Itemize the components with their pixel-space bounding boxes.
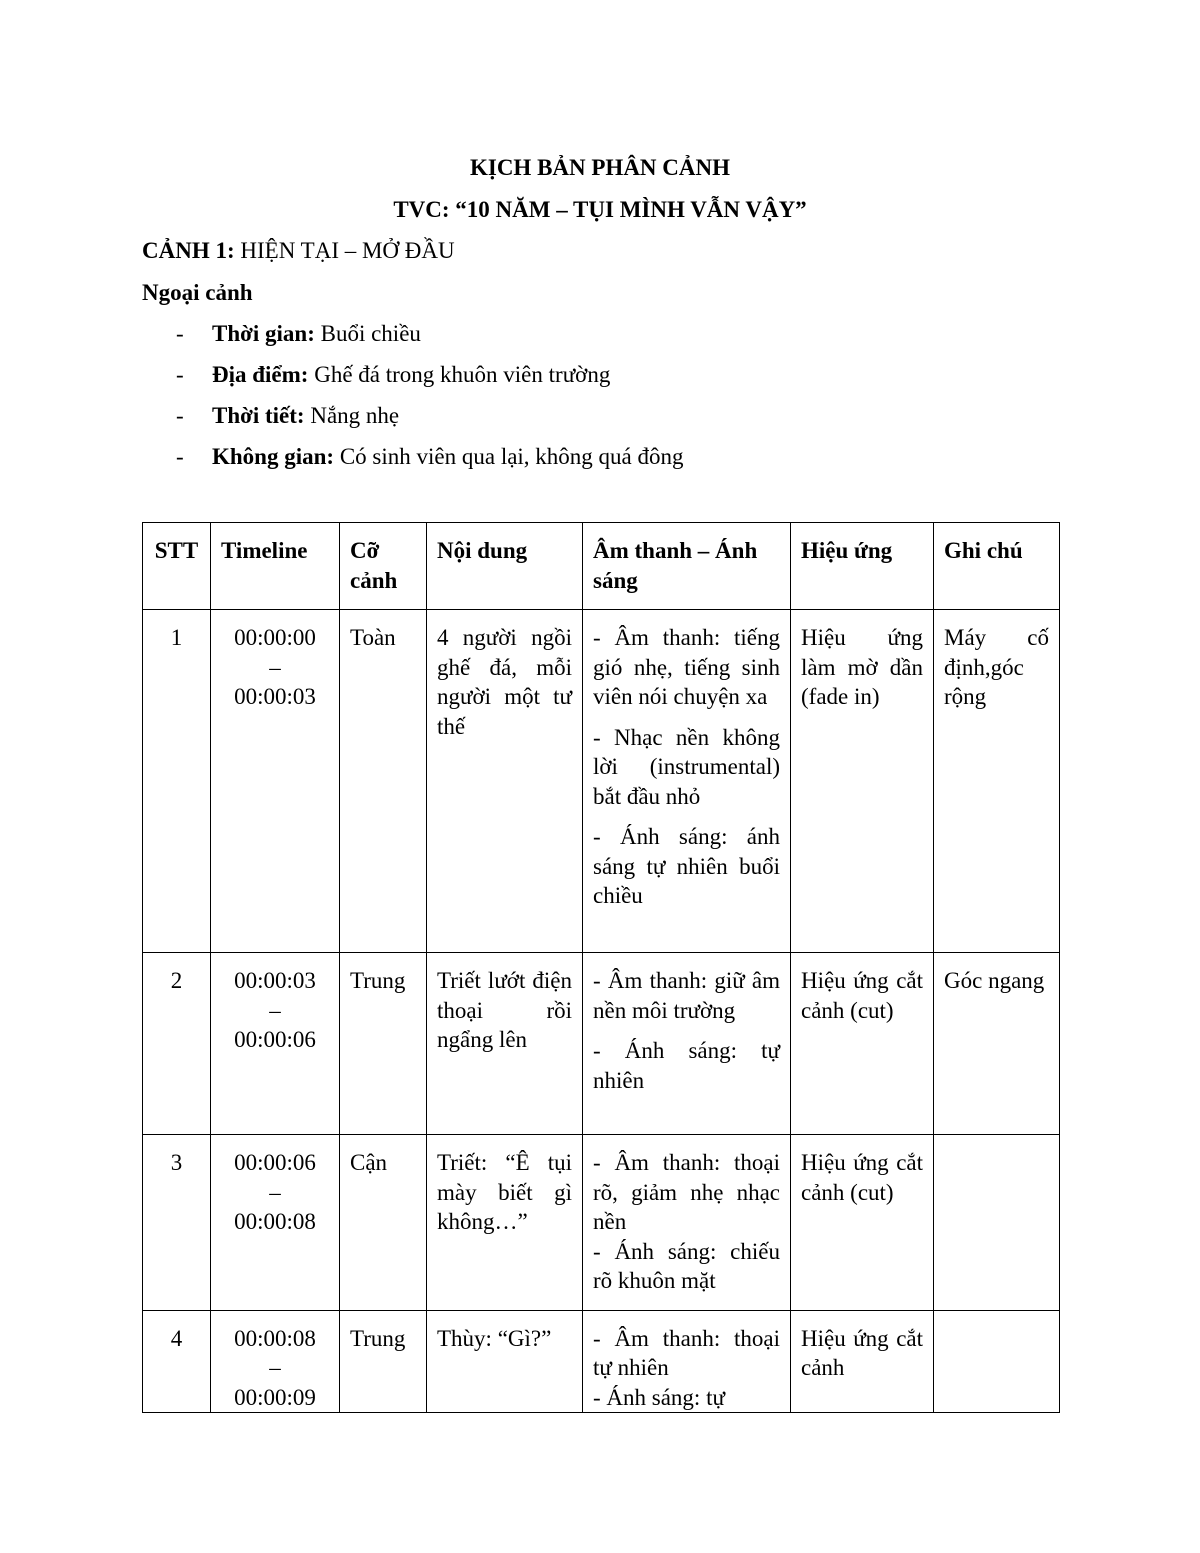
detail-label: Địa điểm: — [212, 362, 309, 387]
time-start: 00:00:06 — [234, 1150, 316, 1175]
bullet-marker: - — [176, 321, 184, 346]
scene-name: HIỆN TẠI – MỞ ĐẦU — [240, 238, 455, 263]
cell-note: Máy cố định,góc rộng — [934, 610, 1060, 953]
header-content: Nội dung — [427, 523, 583, 610]
time-end: 00:00:03 — [234, 684, 316, 709]
scene-label: CẢNH 1: — [142, 238, 235, 263]
cell-clip — [221, 1324, 329, 1412]
cell-content: Triết lướt điện thoại rồi ngẩng lên — [427, 953, 583, 1135]
sound-light-line: - Ánh sáng: ánh sáng tự nhiên buổi chiều — [593, 824, 780, 908]
detail-value: Buổi chiều — [320, 321, 421, 346]
table-row — [143, 953, 1060, 1135]
time-start: 00:00:03 — [234, 968, 316, 993]
time-separator: – — [269, 997, 281, 1023]
detail-location — [212, 361, 610, 389]
header-timeline: Timeline — [211, 523, 340, 610]
detail-label: Không gian: — [212, 444, 335, 469]
sound-light-line: - Âm thanh: thoại tự nhiên — [593, 1325, 780, 1380]
time-start: 00:00:08 — [234, 1325, 316, 1351]
cell-clip: Hiệu ứng cắt cảnh — [801, 1325, 923, 1380]
cell-note — [934, 1135, 1060, 1311]
detail-label: Thời tiết: — [212, 403, 305, 428]
time-start: 00:00:00 — [234, 625, 316, 650]
sound-light-line: - Âm thanh: giữ âm nền môi trường — [593, 968, 780, 1023]
cell-stt: 1 — [143, 610, 211, 953]
time-end: 00:00:08 — [234, 1209, 316, 1234]
bullet-marker: - — [176, 362, 184, 387]
cell-sound-light — [583, 610, 791, 953]
cell-timeline — [211, 1135, 340, 1311]
cell-effect — [791, 1310, 934, 1412]
time-end: 00:00:06 — [234, 1027, 316, 1052]
cell-sound-light — [583, 953, 791, 1135]
cell-sound-light — [583, 1135, 791, 1311]
sound-light-line: - Âm thanh: thoại rõ, giảm nhẹ nhạc nền — [593, 1150, 780, 1234]
scene-heading — [142, 237, 455, 265]
storyboard-table — [142, 522, 1060, 1413]
time-separator: – — [269, 654, 281, 680]
cell-clip: Thùy: “Gì?” — [437, 1325, 552, 1351]
cell-shot-size: Cận — [340, 1135, 427, 1311]
cell-timeline — [211, 610, 340, 953]
header-effect: Hiệu ứng — [791, 523, 934, 610]
cell-effect: Hiệu ứng cắt cảnh (cut) — [791, 953, 934, 1135]
document-subtitle: TVC: “10 NĂM – TỤI MÌNH VẪN VẬY” — [393, 197, 807, 222]
table-header-row — [143, 523, 1060, 610]
detail-space — [212, 443, 684, 471]
bullet-marker: - — [176, 403, 184, 428]
cell-shot-size: Toàn — [340, 610, 427, 953]
table-row — [143, 610, 1060, 953]
time-separator: – — [269, 1179, 281, 1205]
cell-content — [427, 1310, 583, 1412]
detail-time — [212, 320, 421, 348]
cell-clip: Trung — [350, 1325, 406, 1351]
detail-weather — [212, 402, 399, 430]
cell-clip: 4 — [170, 1325, 183, 1351]
table-row — [143, 1310, 1060, 1412]
detail-label: Thời gian: — [212, 321, 315, 346]
detail-value: Nắng nhẹ — [310, 403, 400, 428]
cell-timeline — [211, 953, 340, 1135]
header-note: Ghi chú — [934, 523, 1060, 610]
sound-light-line: - Nhạc nền không lời (instrumental) bắt đầu nhỏ — [593, 724, 780, 809]
detail-value: Ghế đá trong khuôn viên trường — [314, 362, 611, 387]
sound-light-line: - Ánh sáng: tự — [593, 1384, 725, 1410]
cell-shot-size: Trung — [340, 953, 427, 1135]
setting-heading: Ngoại cảnh — [142, 280, 253, 305]
cell-stt: 2 — [143, 953, 211, 1135]
cell-timeline — [211, 1310, 340, 1412]
detail-value: Có sinh viên qua lại, không quá đông — [339, 444, 684, 469]
time-separator: – — [269, 1355, 281, 1380]
table-row — [143, 1135, 1060, 1311]
header-sound-light: Âm thanh – Ánh sáng — [583, 523, 791, 610]
cell-note — [934, 1310, 1060, 1412]
cell-sound-light — [583, 1310, 791, 1412]
sound-light-line: - Ánh sáng: chiếu rõ khuôn mặt — [593, 1238, 780, 1293]
cell-stt — [143, 1310, 211, 1412]
cell-clip — [593, 1324, 780, 1412]
cell-stt: 3 — [143, 1135, 211, 1311]
header-stt: STT — [143, 523, 211, 610]
cell-shot-size — [340, 1310, 427, 1412]
cell-note: Góc ngang — [934, 953, 1060, 1135]
bullet-marker: - — [176, 444, 184, 469]
header-shot-size: Cỡ cảnh — [340, 523, 427, 610]
cell-content: Triết: “Ê tụi mày biết gì không…” — [427, 1135, 583, 1311]
time-end: 00:00:09 — [234, 1384, 316, 1410]
sound-light-line: - Âm thanh: tiếng gió nhẹ, tiếng sinh viên nói chuyện xa — [593, 625, 780, 709]
cell-content: 4 người ngồi ghế đá, mỗi người một tư thế — [427, 610, 583, 953]
cell-clip — [944, 1324, 1049, 1412]
cell-effect: Hiệu ứng làm mờ dần (fade in) — [791, 610, 934, 953]
document-title: KỊCH BẢN PHÂN CẢNH — [469, 155, 731, 180]
cell-effect: Hiệu ứng cắt cảnh (cut) — [791, 1135, 934, 1311]
sound-light-line: - Ánh sáng: tự nhiên — [593, 1038, 780, 1093]
